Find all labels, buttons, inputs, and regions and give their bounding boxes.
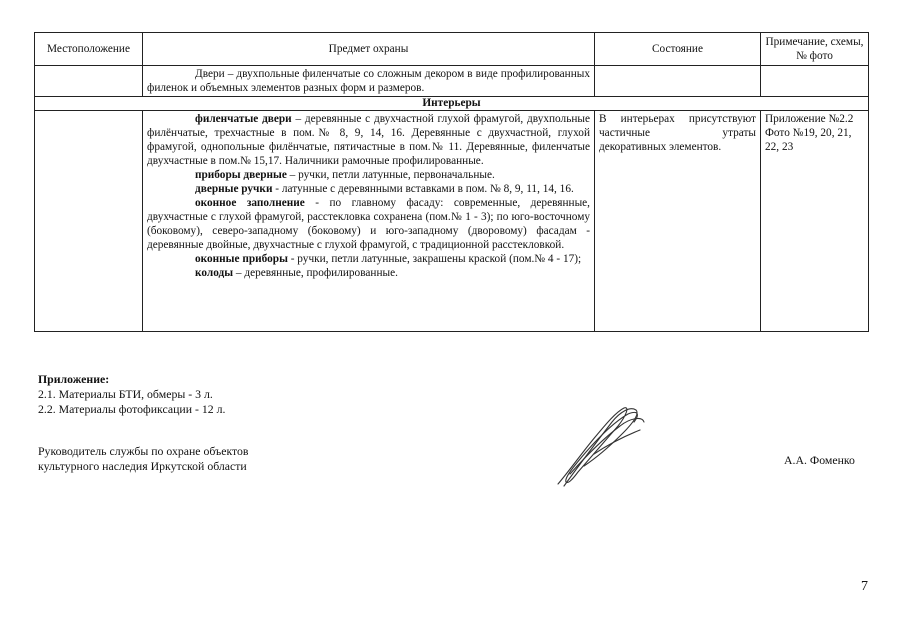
text-doors: – деревянные с двухчастной глухой фрамугой, двухпольные филёнчатые, трехчастные в пом.№ 8, 9, 14, 16. Деревянные с двухчастной, глухой фрамугой, однопольные филёнчатые, пятичастные в пом.№ 11. Деревянные, филенчатые двухчастные в пом.№ 15,17. Наличники рамочные профилированные.	[147, 113, 590, 167]
keyword-frames: колоды	[195, 267, 234, 279]
doors-location-cell	[35, 66, 143, 97]
section-title: Интерьеры	[35, 97, 869, 111]
page-number: 7	[861, 579, 868, 594]
text-door-fittings: – ручки, петли латунные, первоначальные.	[286, 169, 495, 181]
appendix-item-bti: 2.1. Материалы БТИ, обмеры - 3 л.	[38, 387, 213, 401]
text-handles: - латунные с деревянными вставками в пом. № 8, 9, 11, 14, 16.	[272, 183, 574, 195]
text-windows: - по главному фасаду: современные, деревянные, двухчастные с глухой фрамугой, расстекловка сохранена (пом.№ 1 - 3); по юго-восточному (боковому), северо-западному (боковому) и юго-западному (дворовому) фасадам - деревянные двойные, двухчастные с глухой фрамугой, с традиционной расстекловкой.	[147, 197, 590, 251]
interior-paragraph-doors	[147, 112, 590, 168]
signatory-position	[38, 444, 248, 474]
interior-row	[35, 111, 869, 332]
doors-row	[35, 66, 869, 97]
doors-note-cell	[761, 66, 869, 97]
interior-paragraph-windows	[147, 196, 590, 252]
table-header-row	[35, 33, 869, 66]
interior-description	[143, 111, 595, 332]
interior-paragraph-handles	[147, 182, 590, 196]
interior-paragraph-door-fittings	[147, 168, 590, 182]
position-line-2: культурного наследия Иркутской области	[38, 459, 247, 473]
handwritten-signature	[550, 400, 650, 490]
text-window-fittings: - ручки, петли латунные, закрашены краской (пом.№ 4 - 17);	[287, 253, 582, 265]
interior-paragraph-frames	[147, 266, 590, 280]
appendix-item-photos: 2.2. Материалы фотофиксации - 12 л.	[38, 402, 226, 416]
text-frames: – деревянные, профилированные.	[233, 267, 398, 279]
header-subject: Предмет охраны	[143, 33, 595, 66]
note-appendix: Приложение №2.2	[765, 113, 854, 125]
header-location: Местоположение	[35, 33, 143, 66]
protection-table	[34, 32, 869, 332]
keyword-windows: оконное заполнение	[195, 197, 305, 209]
doors-state-cell	[595, 66, 761, 97]
keyword-doors: филенчатые двери	[195, 113, 292, 125]
interior-location-cell	[35, 111, 143, 332]
keyword-door-fittings: приборы дверные	[195, 169, 287, 181]
header-note: Примечание, схемы, № фото	[761, 33, 869, 66]
note-photos: Фото №19, 20, 21, 22, 23	[765, 127, 852, 153]
interior-state: В интерьерах присутствуют частичные утраты декоративных элементов.	[595, 111, 761, 332]
appendix-title: Приложение:	[38, 372, 110, 386]
position-line-1: Руководитель службы по охране объектов	[38, 444, 249, 458]
section-row	[35, 97, 869, 111]
keyword-window-fittings: оконные приборы	[195, 253, 288, 265]
interior-paragraph-window-fittings	[147, 252, 590, 266]
appendix-block	[38, 372, 225, 417]
interior-note	[761, 111, 869, 332]
keyword-handles: дверные ручки	[195, 183, 273, 195]
doors-description: Двери – двухпольные филенчатые со сложным декором в виде профилированных филенок и объемных элементов разных форм и размеров.	[143, 66, 595, 97]
signatory-name: А.А. Фоменко	[784, 453, 855, 467]
header-state: Состояние	[595, 33, 761, 66]
